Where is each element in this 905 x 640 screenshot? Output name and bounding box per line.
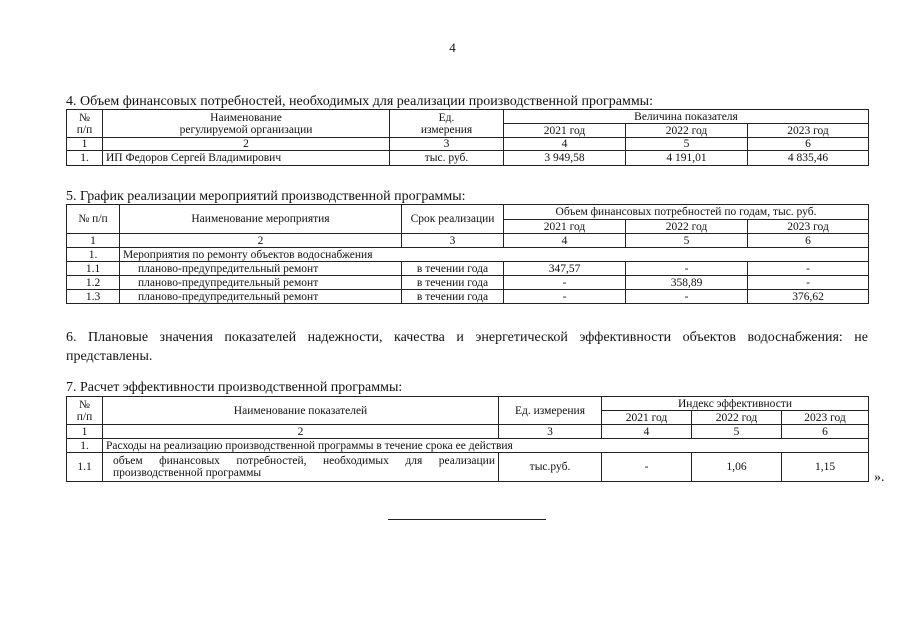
value-group-header: Объем финансовых потребностей по годам, тыс. руб. <box>504 205 869 220</box>
group-row: 1. Расходы на реализацию производственной программы в течение срока ее действия <box>67 439 869 453</box>
table-row: 1.1 планово-предупредительный ремонт в течении года 347,57 - - <box>67 262 869 276</box>
table-row: 1.3 планово-предупредительный ремонт в течении года - - 376,62 <box>67 290 869 304</box>
footer-rule <box>388 519 546 520</box>
section-4-heading: 4. Объем финансовых потребностей, необходимых для реализации производственной программы: <box>66 94 653 109</box>
closing-quote: ». <box>874 470 885 485</box>
table-row: 1.2 планово-предупредительный ремонт в течении года - 358,89 - <box>67 276 869 290</box>
section-7-heading: 7. Расчет эффективности производственной программы: <box>66 380 403 395</box>
group-row: 1. Мероприятия по ремонту объектов водоснабжения <box>67 248 869 262</box>
year-header: 2023 год <box>748 220 869 234</box>
value-group-header: Индекс эффективности <box>602 397 869 411</box>
efficiency-table <box>66 396 869 482</box>
financial-needs-table <box>66 109 869 166</box>
year-header: 2023 год <box>748 124 869 138</box>
col-unit-header: Ед. измерения <box>499 397 602 425</box>
schedule-table <box>66 204 869 304</box>
col-num-header: № п/п <box>67 110 103 138</box>
year-header: 2023 год <box>782 411 869 425</box>
table-row: 1. ИП Федоров Сергей Владимирович тыс. руб. 3 949,58 4 191,01 4 835,46 <box>67 151 869 166</box>
year-header: 2021 год <box>504 124 626 138</box>
index-row: 1 2 3 4 5 6 <box>67 234 869 248</box>
year-header: 2021 год <box>602 411 692 425</box>
index-row: 1 2 3 4 5 6 <box>67 138 869 151</box>
col-name-header: Наименование мероприятия <box>120 205 402 234</box>
year-header: 2022 год <box>626 124 748 138</box>
index-row: 1 2 3 4 5 6 <box>67 425 869 439</box>
section-5-heading: 5. График реализации мероприятий производственной программы: <box>66 189 466 204</box>
col-name-header: Наименование показателей <box>103 397 499 425</box>
col-term-header: Срок реализации <box>402 205 504 234</box>
col-name-header: Наименование регулируемой организации <box>103 110 390 138</box>
year-header: 2021 год <box>504 220 626 234</box>
year-header: 2022 год <box>692 411 782 425</box>
section-6-paragraph: 6. Плановые значения показателей надежности, качества и энергетической эффективности объектов водоснабжения: не представлены. <box>66 330 868 364</box>
year-header: 2022 год <box>626 220 748 234</box>
col-unit-header: Ед. измерения <box>390 110 504 138</box>
table-row: 1.1 объем финансовых потребностей, необходимых для реализации производственной программы тыс.руб. - 1,06 1,15 <box>67 453 869 482</box>
value-group-header: Величина показателя <box>504 110 869 124</box>
col-num-header: № п/п <box>67 397 103 425</box>
page-number: 4 <box>449 40 456 55</box>
col-num-header: № п/п <box>67 205 120 234</box>
